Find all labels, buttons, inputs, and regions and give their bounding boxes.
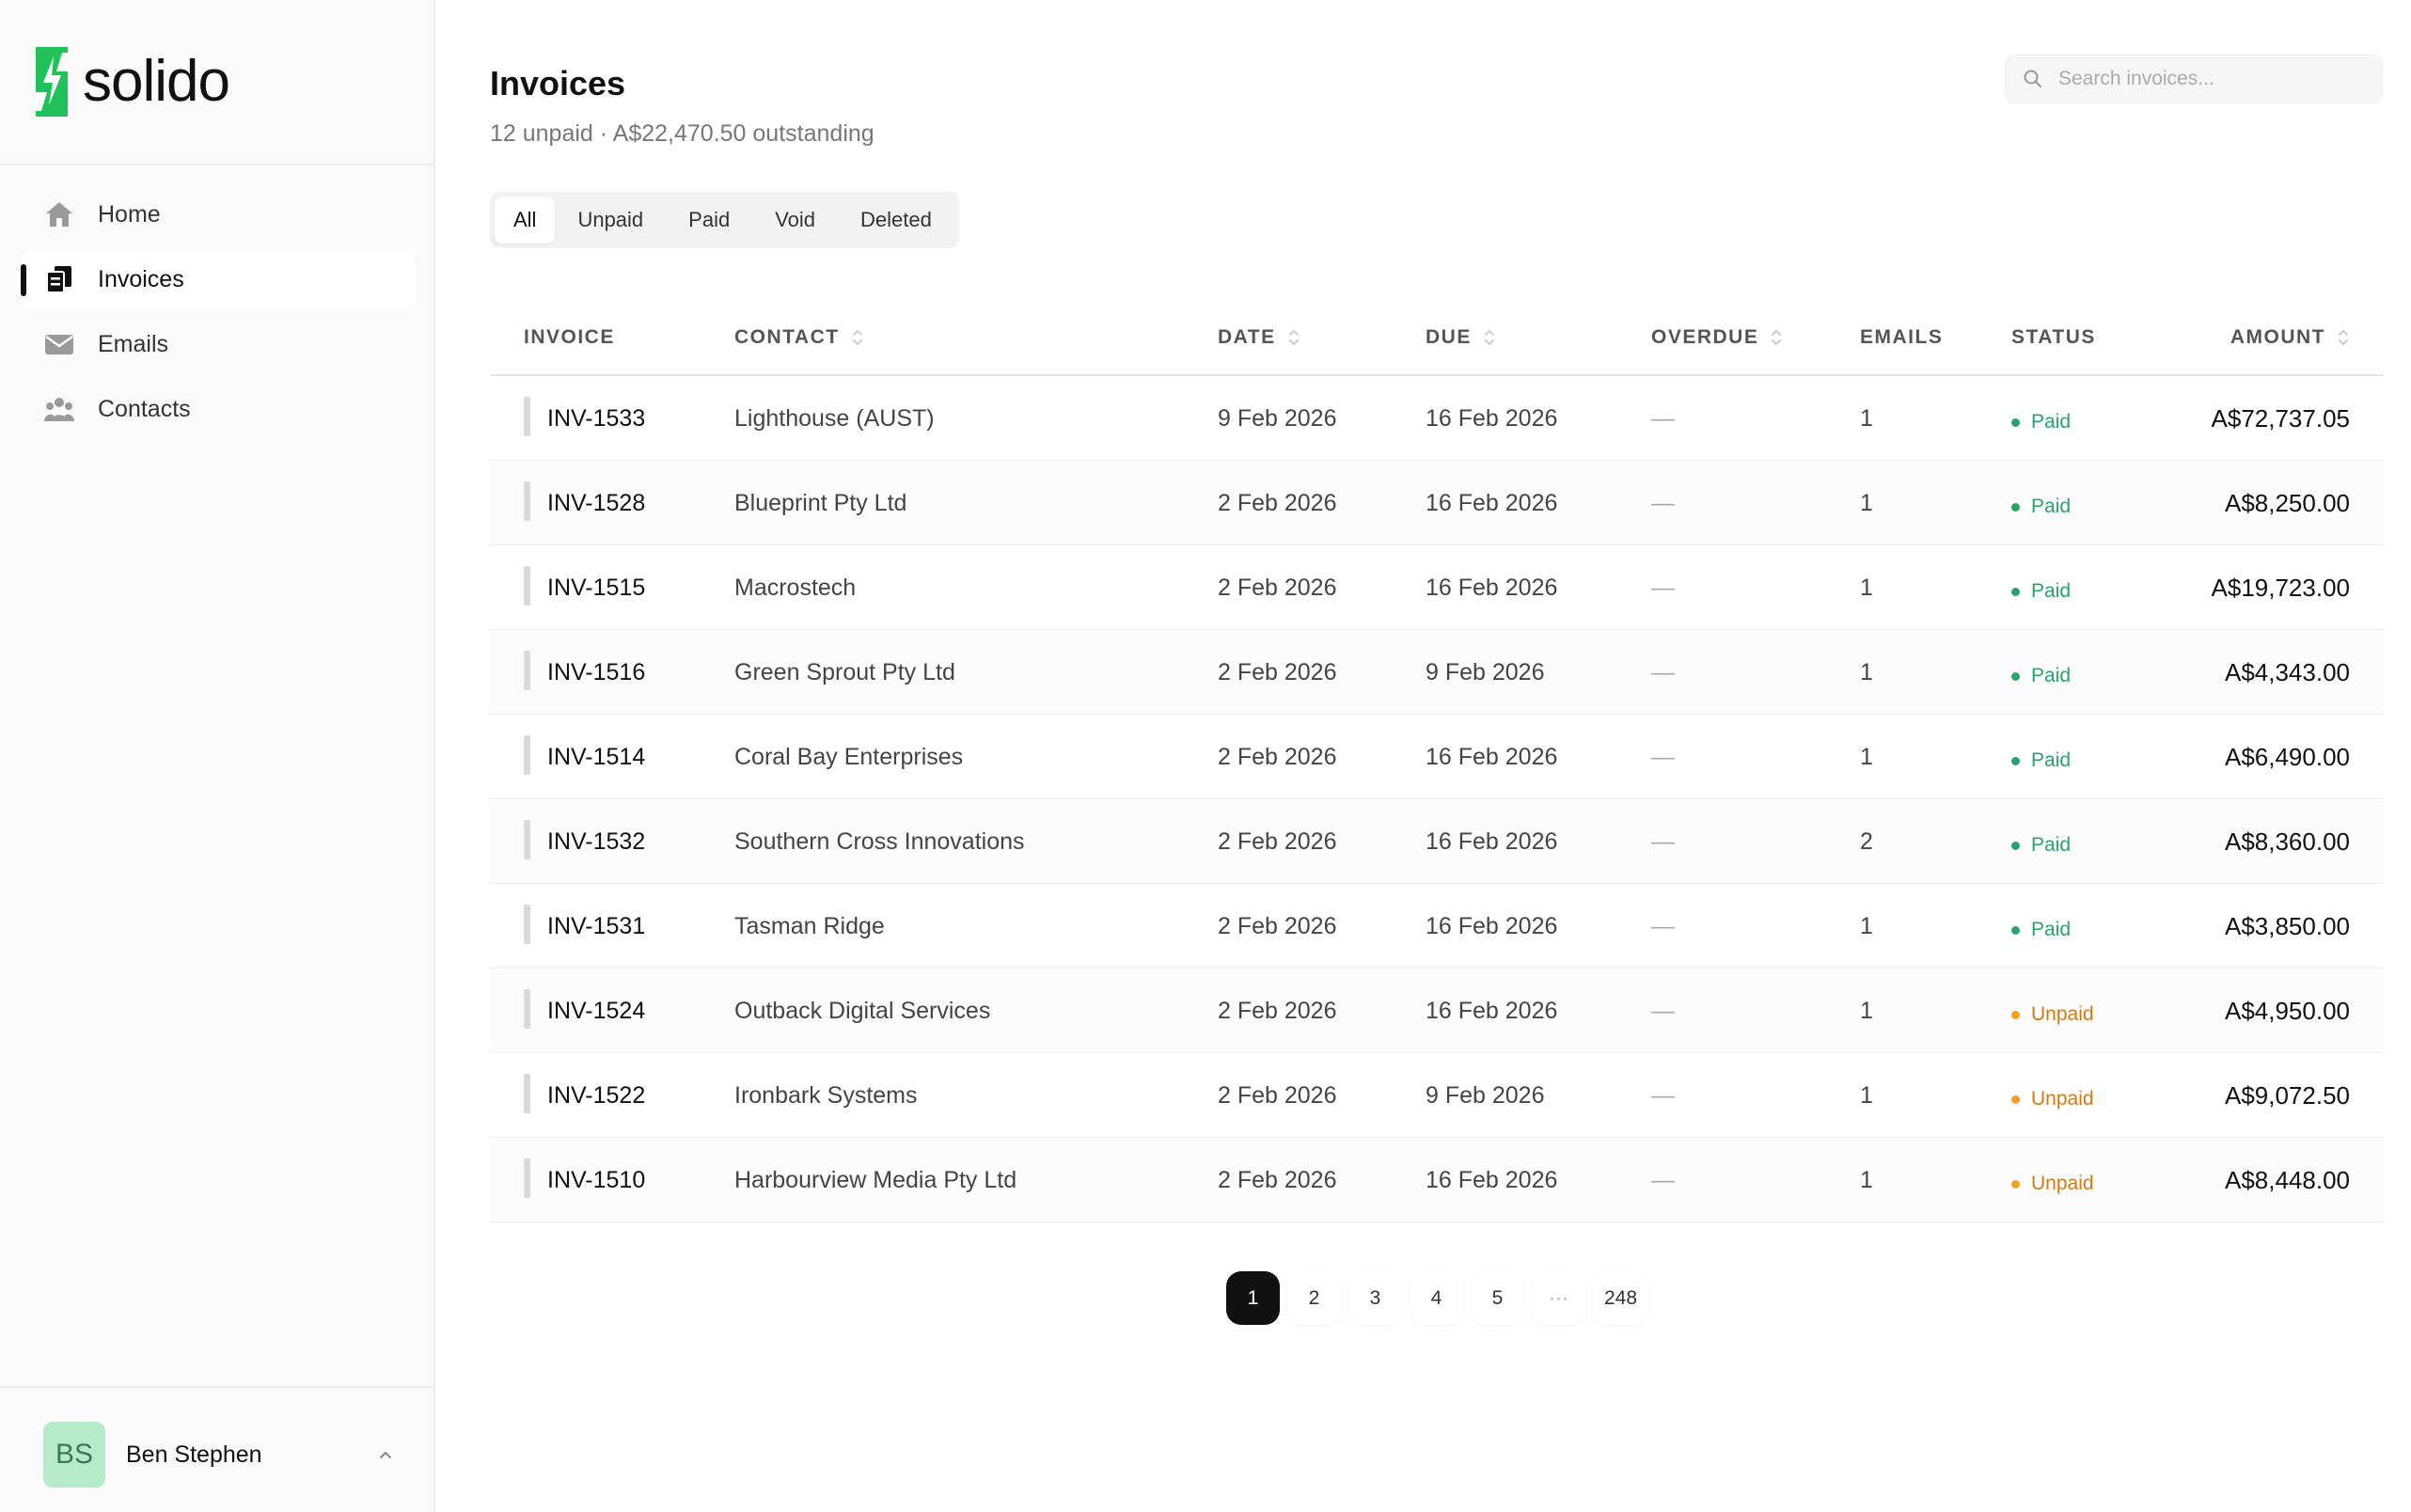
emails-count: 1 xyxy=(1860,1081,1873,1109)
contacts-icon xyxy=(43,393,75,425)
sidebar-item-emails[interactable] xyxy=(23,314,416,374)
page-button-1[interactable]: 1 xyxy=(1226,1271,1280,1325)
invoice-amount: A$4,343.00 xyxy=(2224,657,2350,686)
mail-icon xyxy=(43,328,75,360)
emails-count: 2 xyxy=(1860,827,1873,855)
status-dot xyxy=(2011,842,2020,850)
status-label: Paid xyxy=(2031,834,2072,856)
table-row[interactable] xyxy=(490,461,2384,545)
search-icon xyxy=(2023,69,2043,89)
page-button-5[interactable]: 5 xyxy=(1471,1271,1524,1325)
contact-name: Tasman Ridge xyxy=(734,912,885,939)
invoice-amount: A$6,490.00 xyxy=(2224,742,2350,771)
row-marker xyxy=(524,566,530,606)
sidebar-divider xyxy=(0,1386,433,1388)
invoice-number[interactable]: INV-1514 xyxy=(547,743,646,770)
column-header-emails xyxy=(1860,301,1943,374)
status-badge xyxy=(2011,969,2094,1053)
column-header-overdue[interactable] xyxy=(1651,301,1783,374)
overdue-value: — xyxy=(1651,997,1675,1024)
sidebar-item-label: Contacts xyxy=(98,395,191,422)
column-header-label: AMOUNT xyxy=(2230,326,2325,348)
invoice-number[interactable]: INV-1528 xyxy=(547,489,646,516)
status-label: Unpaid xyxy=(2031,1003,2094,1025)
invoice-date: 2 Feb 2026 xyxy=(1218,658,1337,685)
status-dot xyxy=(2011,1180,2020,1189)
table-row[interactable] xyxy=(490,630,2384,715)
column-header-due[interactable] xyxy=(1426,301,1496,374)
invoice-number[interactable]: INV-1524 xyxy=(547,997,646,1024)
table-row[interactable] xyxy=(490,1138,2384,1222)
table-header xyxy=(490,301,2384,376)
invoice-date: 2 Feb 2026 xyxy=(1218,997,1337,1024)
overdue-value: — xyxy=(1651,404,1675,432)
page-button-last[interactable]: 248 xyxy=(1593,1271,1648,1325)
sidebar-item-invoices[interactable] xyxy=(23,249,416,309)
invoices-table xyxy=(490,301,2384,1222)
invoice-date: 2 Feb 2026 xyxy=(1218,1081,1337,1109)
invoice-date: 2 Feb 2026 xyxy=(1218,827,1337,855)
due-date: 9 Feb 2026 xyxy=(1426,1081,1545,1109)
due-date: 16 Feb 2026 xyxy=(1426,489,1558,516)
invoice-number[interactable]: INV-1515 xyxy=(547,574,646,601)
page-title: Invoices xyxy=(490,64,626,102)
sidebar-item-label: Invoices xyxy=(98,265,184,292)
invoices-icon xyxy=(43,263,75,295)
sidebar xyxy=(0,0,435,1512)
sort-icon xyxy=(851,327,864,348)
status-dot xyxy=(2011,503,2020,512)
due-date: 16 Feb 2026 xyxy=(1426,827,1558,855)
contact-name: Harbourview Media Pty Ltd xyxy=(734,1166,1017,1193)
invoice-amount: A$9,072.50 xyxy=(2224,1080,2350,1110)
contact-name: Macrostech xyxy=(734,574,857,601)
row-marker xyxy=(524,481,530,521)
status-label: Unpaid xyxy=(2031,1173,2094,1194)
column-header-label: DUE xyxy=(1426,326,1472,348)
status-badge xyxy=(2011,1053,2094,1138)
invoice-date: 2 Feb 2026 xyxy=(1218,574,1337,601)
row-marker xyxy=(524,397,530,436)
status-badge xyxy=(2011,884,2071,969)
row-marker xyxy=(524,820,530,859)
invoice-number[interactable]: INV-1532 xyxy=(547,827,646,855)
avatar: BS xyxy=(43,1422,105,1488)
due-date: 16 Feb 2026 xyxy=(1426,1166,1558,1193)
emails-count: 1 xyxy=(1860,489,1873,516)
sidebar-item-contacts[interactable] xyxy=(23,379,416,439)
status-badge xyxy=(2011,799,2071,884)
sort-icon xyxy=(1770,327,1783,348)
column-header-label: STATUS xyxy=(2011,326,2096,348)
status-label: Paid xyxy=(2031,919,2072,940)
emails-count: 1 xyxy=(1860,997,1873,1024)
emails-count: 1 xyxy=(1860,1166,1873,1193)
column-header-label: INVOICE xyxy=(524,326,615,348)
overdue-value: — xyxy=(1651,827,1675,855)
contact-name: Southern Cross Innovations xyxy=(734,827,1025,855)
column-header-label: DATE xyxy=(1218,326,1276,348)
contact-name: Lighthouse (AUST) xyxy=(734,404,935,432)
contact-name: Blueprint Pty Ltd xyxy=(734,489,907,516)
sort-icon xyxy=(1483,327,1496,348)
table-row[interactable] xyxy=(490,715,2384,799)
status-dot xyxy=(2011,672,2020,681)
user-name: Ben Stephen xyxy=(126,1441,262,1468)
invoice-number[interactable]: INV-1510 xyxy=(547,1166,646,1193)
sidebar-item-home[interactable] xyxy=(23,184,416,244)
contact-name: Green Sprout Pty Ltd xyxy=(734,658,955,685)
column-header-label: CONTACT xyxy=(734,326,840,348)
filter-tabs xyxy=(490,192,959,248)
column-header-contact[interactable] xyxy=(734,301,864,374)
status-dot xyxy=(2011,418,2020,427)
status-badge xyxy=(2011,630,2071,715)
brand-logo[interactable] xyxy=(28,45,229,118)
column-header-label: OVERDUE xyxy=(1651,326,1759,348)
emails-count: 1 xyxy=(1860,912,1873,939)
page-button-2[interactable]: 2 xyxy=(1287,1271,1341,1325)
emails-count: 1 xyxy=(1860,658,1873,685)
status-dot xyxy=(2011,757,2020,765)
overdue-value: — xyxy=(1651,912,1675,939)
status-label: Unpaid xyxy=(2031,1088,2094,1110)
solido-logo-icon xyxy=(28,47,75,117)
status-dot xyxy=(2011,1011,2020,1019)
due-date: 16 Feb 2026 xyxy=(1426,743,1558,770)
row-marker xyxy=(524,651,530,690)
due-date: 16 Feb 2026 xyxy=(1426,997,1558,1024)
emails-count: 1 xyxy=(1860,743,1873,770)
column-header-invoice xyxy=(524,301,615,374)
sort-icon xyxy=(2337,327,2350,348)
chevron-up-icon[interactable] xyxy=(376,1445,395,1464)
invoice-number[interactable]: INV-1531 xyxy=(547,912,646,939)
invoice-number[interactable]: INV-1533 xyxy=(547,404,646,432)
table-row[interactable] xyxy=(490,376,2384,461)
sidebar-item-label: Home xyxy=(98,200,161,228)
home-icon xyxy=(43,198,75,230)
page-subtitle: 12 unpaid · A$22,470.50 outstanding xyxy=(490,120,875,147)
page-button-4[interactable]: 4 xyxy=(1410,1271,1463,1325)
invoice-amount: A$19,723.00 xyxy=(2211,573,2350,602)
emails-count: 1 xyxy=(1860,574,1873,601)
user-menu[interactable] xyxy=(43,1422,395,1488)
overdue-value: — xyxy=(1651,743,1675,770)
status-badge xyxy=(2011,715,2071,799)
column-header-label: EMAILS xyxy=(1860,326,1944,348)
status-badge xyxy=(2011,461,2071,545)
invoice-date: 2 Feb 2026 xyxy=(1218,912,1337,939)
due-date: 9 Feb 2026 xyxy=(1426,658,1545,685)
pagination xyxy=(1226,1271,1648,1325)
search-input[interactable] xyxy=(2058,68,2369,90)
table-row[interactable] xyxy=(490,1053,2384,1138)
status-label: Paid xyxy=(2031,496,2072,517)
sort-icon xyxy=(1287,327,1300,348)
column-header-date[interactable] xyxy=(1218,301,1300,374)
table-row[interactable] xyxy=(490,884,2384,969)
status-dot xyxy=(2011,1095,2020,1104)
sidebar-item-label: Emails xyxy=(98,330,169,357)
invoice-date: 2 Feb 2026 xyxy=(1218,489,1337,516)
invoice-date: 2 Feb 2026 xyxy=(1218,743,1337,770)
invoice-date: 9 Feb 2026 xyxy=(1218,404,1337,432)
overdue-value: — xyxy=(1651,1081,1675,1109)
due-date: 16 Feb 2026 xyxy=(1426,912,1558,939)
tab-void[interactable]: Void xyxy=(775,208,816,231)
search-box[interactable] xyxy=(2005,55,2383,103)
overdue-value: — xyxy=(1651,658,1675,685)
status-dot xyxy=(2011,926,2020,935)
sidebar-nav xyxy=(23,184,416,444)
page-button-3[interactable]: 3 xyxy=(1348,1271,1402,1325)
contact-name: Outback Digital Services xyxy=(734,997,991,1024)
tab-unpaid[interactable]: Unpaid xyxy=(577,208,644,231)
row-marker xyxy=(524,735,530,775)
row-marker xyxy=(524,1158,530,1198)
tab-all[interactable]: All xyxy=(495,197,555,244)
brand-name: solido xyxy=(83,49,229,114)
column-header-status xyxy=(2011,301,2096,374)
invoice-amount: A$3,850.00 xyxy=(2224,911,2350,940)
invoice-amount: A$4,950.00 xyxy=(2224,996,2350,1025)
status-badge xyxy=(2011,1138,2094,1222)
row-marker xyxy=(524,905,530,944)
status-label: Paid xyxy=(2031,411,2072,433)
invoice-amount: A$8,448.00 xyxy=(2224,1165,2350,1194)
sidebar-divider xyxy=(0,164,433,165)
overdue-value: — xyxy=(1651,489,1675,516)
emails-count: 1 xyxy=(1860,404,1873,432)
tab-deleted[interactable]: Deleted xyxy=(860,208,932,231)
due-date: 16 Feb 2026 xyxy=(1426,404,1558,432)
tab-paid[interactable]: Paid xyxy=(688,208,731,231)
column-header-amount[interactable] xyxy=(2230,301,2350,374)
table-body xyxy=(490,376,2384,1222)
status-badge xyxy=(2011,545,2071,630)
contact-name: Ironbark Systems xyxy=(734,1081,918,1109)
status-label: Paid xyxy=(2031,749,2072,771)
status-label: Paid xyxy=(2031,580,2072,602)
table-row[interactable] xyxy=(490,545,2384,630)
due-date: 16 Feb 2026 xyxy=(1426,574,1558,601)
invoice-date: 2 Feb 2026 xyxy=(1218,1166,1337,1193)
table-row[interactable] xyxy=(490,799,2384,884)
invoice-amount: A$8,250.00 xyxy=(2224,488,2350,517)
invoice-amount: A$8,360.00 xyxy=(2224,827,2350,856)
row-marker xyxy=(524,1074,530,1113)
row-marker xyxy=(524,989,530,1029)
invoice-number[interactable]: INV-1522 xyxy=(547,1081,646,1109)
status-label: Paid xyxy=(2031,665,2072,686)
table-row[interactable] xyxy=(490,969,2384,1053)
status-dot xyxy=(2011,588,2020,596)
status-badge xyxy=(2011,376,2071,461)
overdue-value: — xyxy=(1651,574,1675,601)
invoice-number[interactable]: INV-1516 xyxy=(547,658,646,685)
contact-name: Coral Bay Enterprises xyxy=(734,743,964,770)
page-ellipsis: ··· xyxy=(1532,1271,1585,1325)
overdue-value: — xyxy=(1651,1166,1675,1193)
invoice-amount: A$72,737.05 xyxy=(2211,403,2350,433)
